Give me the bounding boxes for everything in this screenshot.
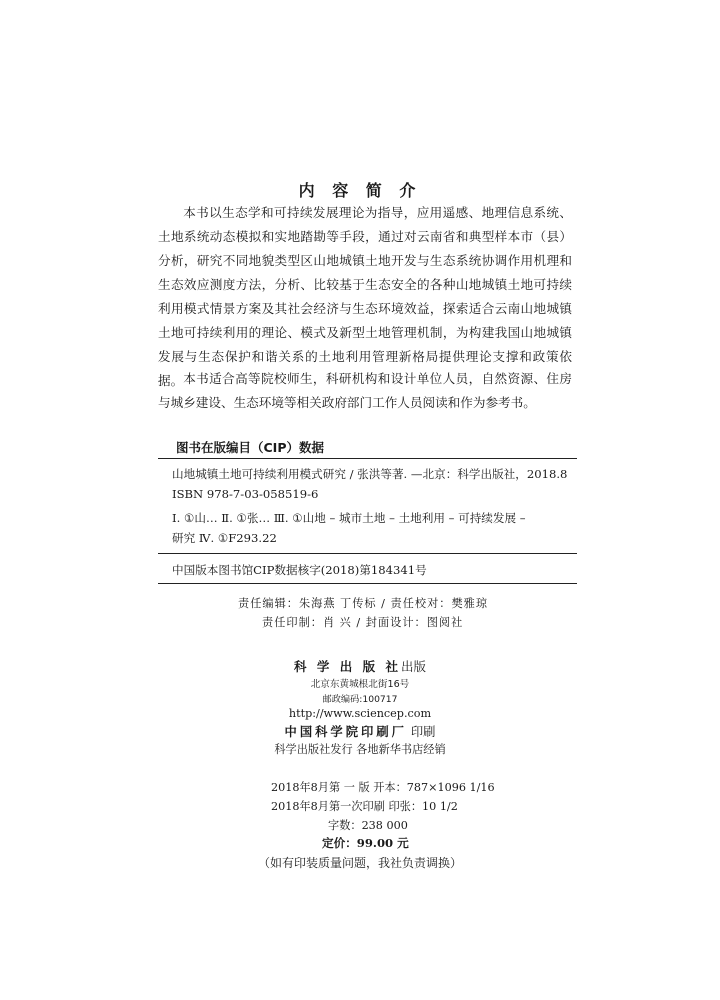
publisher-line — [0, 657, 720, 675]
cip-divider-bottom — [158, 583, 577, 584]
cip-subject-line-1: Ⅰ. ①山… Ⅱ. ①张… Ⅲ. ①山地 – 城市土地 – 土地利用 – 可持续发展 – — [172, 511, 526, 525]
publisher-suffix: 出版 — [400, 659, 426, 674]
cip-record-number: 中国版本图书馆CIP数据核字(2018)第184341号 — [172, 563, 427, 577]
publisher-postcode: 邮政编码:100717 — [322, 694, 398, 705]
impression-sheets: 2018年8月第一次印刷 印张：10 1/2 — [271, 800, 458, 813]
cip-isbn: ISBN 978-7-03-058519-6 — [172, 487, 319, 501]
publisher-name: 科 学 出 版 社 — [294, 659, 401, 674]
printer-line — [0, 722, 720, 740]
edition-format: 2018年8月第 一 版 开本：787×1096 1/16 — [271, 781, 495, 794]
price: 定价：99.00 元 — [322, 836, 409, 850]
cip-heading: 图书在版编目（CIP）数据 — [176, 440, 324, 455]
distribution-line: 科学出版社发行 各地新华书店经销 — [274, 743, 446, 756]
summary-paragraph-1-text: 本书以生态学和可持续发展理论为指导，应用遥感、地理信息系统、土地系统动态模拟和实地踏勘等手段，通过对云南省和典型样本市（县）分析，研究不同地貌类型区山地城镇土地开发与生态系统协调作用机理和生态效应测度方法，分析、比较基于生态安全的各种山地城镇土地可持续利用模式情景方案及其社会经济与生态环境效益，探索适合云南山地城镇土地可持续利用的理论、模式及新型土地管理机制，为构建我国山地城镇发展与生态保护和谐关系的土地利用管理新格局提供理论支撑和政策依据。 — [158, 205, 572, 388]
printer-suffix: 印刷 — [410, 725, 436, 739]
quality-notice: （如有印装质量问题，我社负责调换） — [257, 856, 462, 870]
printer-name: 中国科学院印刷厂 — [284, 724, 407, 739]
cip-title-line: 山地城镇土地可持续利用模式研究 / 张洪等著. —北京：科学出版社，2018.8 — [172, 467, 568, 481]
summary-paragraph-2 — [158, 367, 572, 415]
publisher-address: 北京东黄城根北街16号 — [310, 679, 410, 690]
cip-divider-middle — [158, 553, 577, 554]
publisher-website: http://www.sciencep.com — [288, 707, 432, 720]
cip-subject-line-2: 研究 Ⅳ. ①F293.22 — [172, 531, 277, 545]
cip-divider-top — [158, 458, 577, 459]
word-count: 字数：238 000 — [328, 819, 408, 832]
summary-paragraph-2-text: 本书适合高等院校师生，科研机构和设计单位人员，自然资源、住房与城乡建设、生态环境等相关政府部门工作人员阅读和作为参考书。 — [158, 371, 572, 410]
summary-paragraph-1 — [158, 201, 572, 393]
staff-editors: 责任编辑：朱海燕 丁传标 / 责任校对：樊雅琼 — [238, 597, 489, 610]
summary-title: 内 容 简 介 — [298, 181, 422, 200]
staff-production: 责任印制：肖 兴 / 封面设计：图阅社 — [262, 616, 464, 629]
